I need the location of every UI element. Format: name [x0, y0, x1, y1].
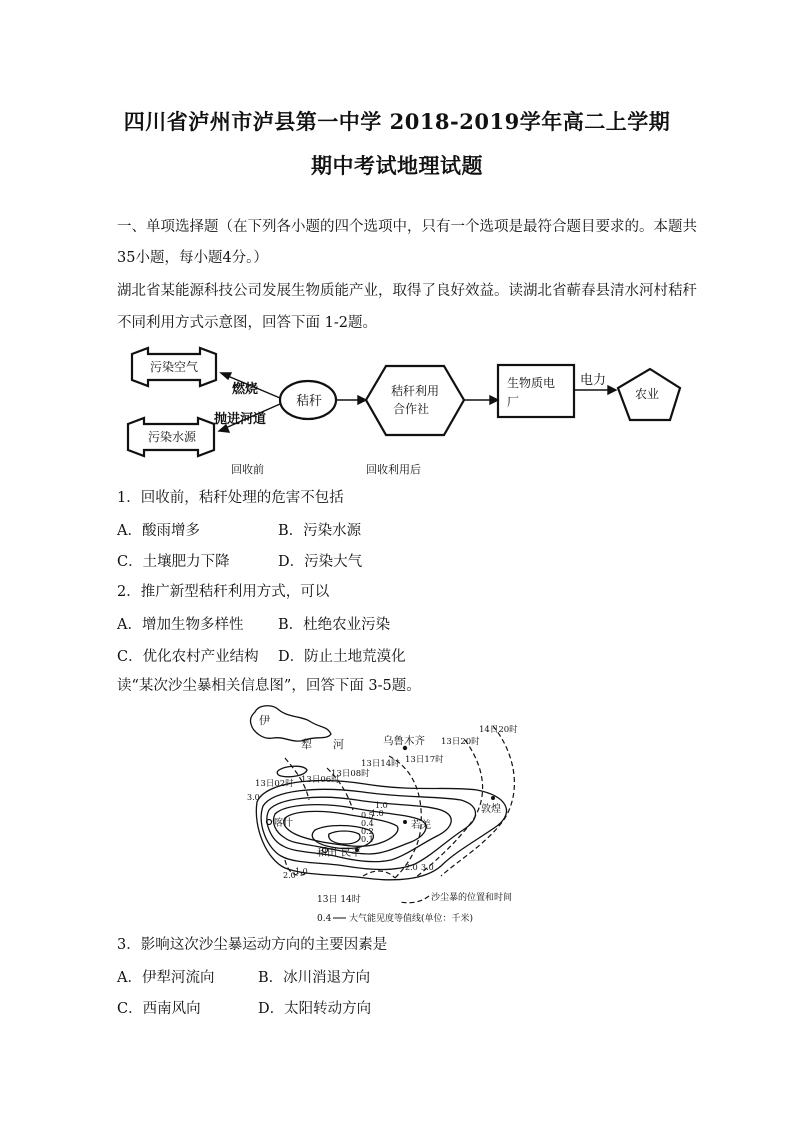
burn-label: 燃烧	[232, 382, 259, 397]
map-label-dunhuang: 敦煌	[481, 804, 501, 815]
coop-label-line1: 秸秆利用	[391, 384, 440, 398]
map-iso-3-0a: 3.0	[247, 793, 260, 802]
caption-after: 回收利用后	[366, 463, 421, 476]
map-legend-dash: 沙尘暴的位置和时间	[431, 893, 513, 903]
map-iso-0-1: 0.1	[361, 835, 374, 844]
map-label-minfeng: 民丰	[341, 848, 361, 859]
map-time-13-17: 13日17时	[405, 755, 444, 765]
map-iso-0-4: 0.4	[361, 819, 374, 828]
q2-option-b[interactable]: B．杜绝农业污染	[278, 617, 391, 633]
q1-option-a[interactable]: A．酸雨增多	[117, 523, 200, 539]
map-label-kashi: 喀什	[273, 818, 293, 829]
q2-option-c[interactable]: C．优化农村产业结构	[117, 649, 259, 665]
q3-option-d[interactable]: D．太阳转动方向	[258, 1001, 372, 1017]
map-label-yi: 伊	[259, 714, 270, 727]
map-iso-1-0a: 1.0	[375, 801, 388, 810]
map-time-13-20: 13日20时	[441, 737, 480, 747]
map-iso-0-5: 0.5	[361, 811, 374, 820]
coop-node	[366, 366, 464, 435]
section-heading-line1: 一、单项选择题（在下列各小题的四个选项中，只有一个选项是最符合题目要求的。本题共	[117, 219, 697, 235]
agriculture-label: 农业	[635, 387, 660, 401]
map-time-13-14a: 13日14时	[361, 759, 400, 769]
q3-option-a[interactable]: A．伊犁河流向	[117, 970, 215, 986]
q2-stem: 2．推广新型秸秆利用方式，可以	[117, 584, 330, 600]
map-iso-0-2: 0.2	[361, 827, 374, 836]
map-iso-1-0b: 1.0	[371, 809, 384, 818]
intro2: 读“某次沙尘暴相关信息图”，回答下面 3-5题。	[117, 678, 421, 694]
q1-stem: 1．回收前，秸秆处理的危害不包括	[117, 490, 344, 506]
intro1-line2: 不同利用方式示意图，回答下面 1-2题。	[117, 315, 377, 331]
power-label: 电力	[580, 373, 607, 388]
power-plant-node	[498, 365, 574, 417]
map-time-13-06: 13日06时	[301, 775, 340, 785]
q2-option-a[interactable]: A．增加生物多样性	[117, 617, 244, 633]
q1-option-c[interactable]: C．土壤肥力下降	[117, 554, 230, 570]
q3-stem: 3．影响这次沙尘暴运动方向的主要因素是	[117, 937, 388, 953]
map-label-li: 犁	[301, 738, 312, 751]
map-iso-1-0c: 1.0	[295, 867, 308, 876]
map-iso-3-0b: 3.0	[421, 863, 434, 872]
pollute-air-label: 污染空气	[150, 360, 199, 374]
straw-utilization-diagram	[118, 340, 698, 485]
intro1-line1: 湖北省某能源科技公司发展生物质能产业，取得了良好效益。读湖北省蕲春县清水河村秸秆	[117, 283, 697, 299]
q1-option-b[interactable]: B．污染水源	[278, 523, 362, 539]
caption-before: 回收前	[231, 463, 264, 476]
map-label-he: 河	[333, 738, 344, 751]
map-time-13-08: 13日08时	[331, 769, 370, 779]
map-legend-iso-value: 0.4	[317, 914, 332, 924]
doc-title-line2: 期中考试地理试题	[311, 153, 483, 178]
coop-label-line2: 合作社	[393, 402, 430, 416]
map-label-ruoqiang: 若羌	[411, 820, 431, 831]
q3-option-b[interactable]: B．冰川消退方向	[258, 970, 371, 986]
section-heading-line2: 35小题，每小题4分。）	[117, 250, 268, 266]
doc-title-line1: 四川省泸州市泸县第一中学 2018-2019学年高二上学期	[123, 109, 671, 134]
plant-label-line1: 生物质电	[507, 376, 556, 390]
map-time-13-14b: 13日 14时	[317, 895, 361, 905]
map-legend-iso: 大气能见度等值线(单位：千米)	[349, 914, 474, 924]
map-time-14-20: 14日20时	[479, 725, 518, 735]
map-label-hetian: 和田	[317, 848, 337, 859]
map-label-urumqi: 乌鲁木齐	[383, 735, 425, 747]
plant-label-line2: 厂	[507, 395, 520, 409]
pollute-water-label: 污染水源	[148, 430, 197, 444]
map-time-13-02: 13日02时	[255, 779, 294, 789]
sandstorm-map	[245, 700, 545, 930]
q1-option-d[interactable]: D．污染大气	[278, 554, 363, 570]
map-iso-2-0a: 2.0	[283, 871, 296, 880]
q3-option-c[interactable]: C．西南风向	[117, 1001, 201, 1017]
q2-option-d[interactable]: D．防止土地荒漠化	[278, 649, 406, 665]
map-iso-2-0b: 2.0	[405, 863, 418, 872]
dump-river-label: 抛进河道	[214, 412, 267, 427]
straw-label: 秸秆	[296, 394, 323, 409]
